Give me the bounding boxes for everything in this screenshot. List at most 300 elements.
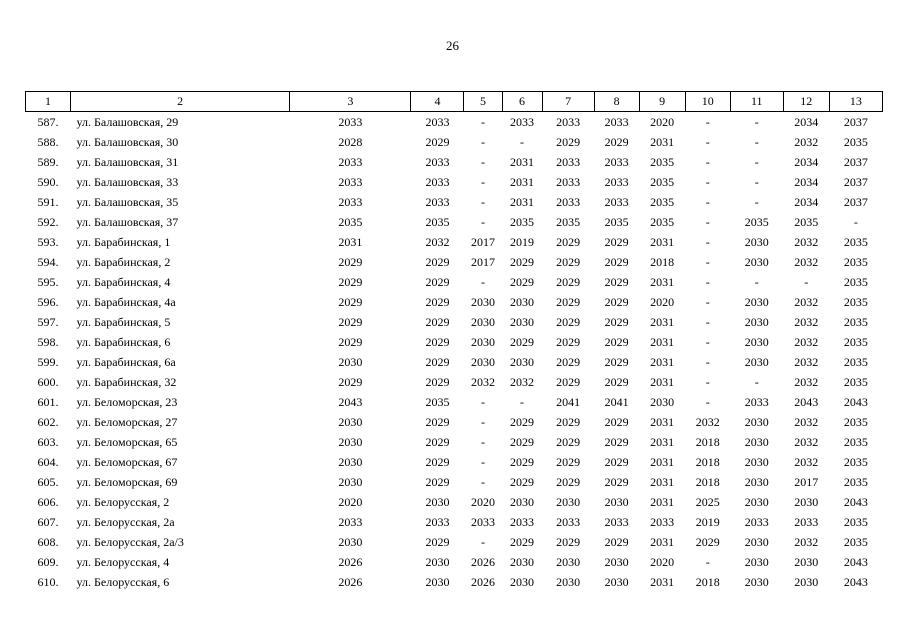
year-cell: 2030	[556, 574, 581, 589]
year-cell: 2029	[510, 434, 535, 449]
year-cell: 2030	[510, 574, 535, 589]
year-cell: 2030	[510, 354, 535, 369]
year-cell: 2032	[794, 434, 819, 449]
column-header: 1	[26, 92, 71, 112]
year-cell: 2029	[556, 334, 581, 349]
table-row	[26, 192, 883, 212]
address-cell: ул. Балашовская, 31	[76, 154, 179, 169]
year-cell: 2032	[794, 454, 819, 469]
row-number-cell: 598.	[37, 334, 59, 349]
year-cell: 2026	[471, 554, 495, 569]
year-cell: 2031	[650, 334, 675, 349]
year-cell: 2030	[425, 574, 450, 589]
year-cell: 2029	[556, 274, 581, 289]
year-cell: -	[705, 134, 710, 149]
year-cell: 2032	[794, 374, 819, 389]
year-cell: -	[481, 274, 485, 289]
year-cell: -	[705, 154, 710, 169]
year-cell: 2019	[695, 514, 720, 529]
year-cell: 2031	[650, 474, 675, 489]
year-cell: 2029	[604, 274, 629, 289]
year-cell: 2037	[843, 154, 868, 169]
year-cell: 2029	[556, 534, 581, 549]
year-cell: 2030	[338, 434, 363, 449]
row-number-cell: 590.	[37, 174, 59, 189]
table-row	[26, 292, 883, 312]
year-cell: 2030	[744, 474, 769, 489]
year-cell: 2026	[471, 574, 495, 589]
year-cell: 2033	[510, 114, 535, 129]
year-cell: 2018	[650, 254, 675, 269]
year-cell: -	[520, 394, 525, 409]
year-cell: 2030	[794, 494, 819, 509]
year-cell: 2018	[695, 474, 720, 489]
year-cell: 2029	[425, 254, 450, 269]
year-cell: 2030	[744, 354, 769, 369]
year-cell: -	[754, 194, 759, 209]
year-cell: 2030	[338, 454, 363, 469]
year-cell: 2030	[744, 334, 769, 349]
table-row	[26, 492, 883, 512]
year-cell: 2029	[338, 334, 363, 349]
year-cell: 2032	[794, 294, 819, 309]
column-header: 2	[71, 92, 290, 112]
year-cell: 2043	[843, 494, 868, 509]
year-cell: 2035	[425, 214, 450, 229]
year-cell: 2030	[744, 574, 769, 589]
year-cell: 2030	[471, 354, 495, 369]
year-cell: 2030	[744, 434, 769, 449]
year-cell: 2035	[843, 374, 868, 389]
year-cell: 2029	[556, 254, 581, 269]
row-number-cell: 600.	[37, 374, 59, 389]
year-cell: 2029	[338, 294, 363, 309]
year-cell: 2030	[604, 554, 629, 569]
year-cell: 2030	[471, 314, 495, 329]
column-header: 5	[464, 92, 502, 112]
year-cell: 2026	[338, 574, 363, 589]
year-cell: 2029	[338, 274, 363, 289]
address-cell: ул. Барабинская, 6	[76, 334, 171, 349]
year-cell: 2035	[510, 214, 535, 229]
year-cell: 2018	[695, 454, 720, 469]
year-cell: 2030	[338, 414, 363, 429]
year-cell: 2029	[425, 374, 450, 389]
year-cell: 2033	[556, 114, 581, 129]
year-cell: 2030	[510, 494, 535, 509]
row-number-cell: 603.	[37, 434, 59, 449]
year-cell: 2030	[604, 494, 629, 509]
year-cell: 2035	[650, 154, 675, 169]
address-cell: ул. Белорусская, 6	[76, 574, 170, 589]
table-row	[26, 152, 883, 172]
year-cell: 2035	[843, 254, 868, 269]
year-cell: -	[754, 114, 759, 129]
year-cell: 2033	[338, 514, 363, 529]
table-row	[26, 132, 883, 152]
year-cell: 2029	[604, 434, 629, 449]
year-cell: 2031	[338, 234, 363, 249]
table-body	[26, 112, 883, 593]
year-cell: 2029	[604, 134, 629, 149]
year-cell: 2034	[794, 174, 819, 189]
year-cell: 2031	[650, 314, 675, 329]
year-cell: 2029	[510, 534, 535, 549]
year-cell: 2033	[425, 174, 450, 189]
address-cell: ул. Балашовская, 30	[76, 134, 179, 149]
year-cell: -	[520, 134, 525, 149]
address-cell: ул. Белорусская, 2а/3	[76, 534, 184, 549]
row-number-cell: 606.	[37, 494, 59, 509]
year-cell: -	[754, 134, 759, 149]
year-cell: 2020	[650, 554, 675, 569]
year-cell: -	[804, 274, 809, 289]
year-cell: 2031	[650, 274, 675, 289]
row-number-cell: 610.	[37, 574, 59, 589]
page-number: 26	[446, 38, 459, 53]
address-cell: ул. Барабинская, 4	[76, 274, 171, 289]
year-cell: 2031	[510, 194, 535, 209]
year-cell: 2033	[650, 514, 675, 529]
year-cell: -	[705, 174, 710, 189]
address-cell: ул. Беломорская, 67	[76, 454, 178, 469]
year-cell: 2029	[510, 414, 535, 429]
year-cell: 2029	[556, 314, 581, 329]
address-cell: ул. Барабинская, 2	[76, 254, 171, 269]
year-cell: 2032	[695, 414, 720, 429]
year-cell: 2029	[425, 274, 450, 289]
year-cell: 2031	[650, 374, 675, 389]
year-cell: 2029	[556, 134, 581, 149]
year-cell: 2033	[604, 154, 629, 169]
year-cell: 2033	[471, 514, 495, 529]
row-number-cell: 605.	[37, 474, 59, 489]
year-cell: 2033	[604, 174, 629, 189]
year-cell: 2035	[843, 454, 868, 469]
table-row	[26, 552, 883, 572]
row-number-cell: 597.	[37, 314, 59, 329]
row-number-cell: 604.	[37, 454, 59, 469]
address-cell: ул. Беломорская, 65	[76, 434, 178, 449]
year-cell: 2017	[471, 234, 495, 249]
row-number-cell: 594.	[37, 254, 59, 269]
year-cell: 2033	[425, 194, 450, 209]
column-header: 3	[290, 92, 411, 112]
year-cell: 2029	[604, 354, 629, 369]
year-cell: 2032	[794, 134, 819, 149]
row-number-cell: 602.	[37, 414, 59, 429]
year-cell: 2029	[556, 294, 581, 309]
year-cell: 2030	[604, 574, 629, 589]
year-cell: 2029	[338, 374, 363, 389]
year-cell: 2029	[338, 254, 363, 269]
year-cell: 2035	[794, 214, 819, 229]
year-cell: 2035	[650, 214, 675, 229]
year-cell: 2029	[556, 374, 581, 389]
row-number-cell: 592.	[37, 214, 59, 229]
year-cell: 2033	[744, 514, 769, 529]
year-cell: 2020	[650, 114, 675, 129]
year-cell: 2030	[744, 294, 769, 309]
year-cell: 2033	[744, 394, 769, 409]
year-cell: 2032	[794, 354, 819, 369]
year-cell: 2030	[744, 534, 769, 549]
year-cell: -	[754, 374, 759, 389]
table-row	[26, 572, 883, 592]
year-cell: 2030	[744, 554, 769, 569]
year-cell: 2017	[794, 474, 819, 489]
year-cell: 2035	[744, 214, 769, 229]
year-cell: -	[481, 194, 485, 209]
year-cell: 2029	[604, 314, 629, 329]
column-header: 10	[685, 92, 730, 112]
table-row	[26, 272, 883, 292]
year-cell: 2030	[338, 354, 363, 369]
year-cell: 2029	[556, 474, 581, 489]
row-number-cell: 596.	[37, 294, 59, 309]
address-cell: ул. Белорусская, 4	[76, 554, 170, 569]
address-cell: ул. Балашовская, 37	[76, 214, 179, 229]
table-row	[26, 232, 883, 252]
year-cell: 2029	[604, 454, 629, 469]
year-cell: 2031	[650, 534, 675, 549]
year-cell: 2029	[556, 354, 581, 369]
row-number-cell: 593.	[37, 234, 59, 249]
year-cell: 2034	[794, 194, 819, 209]
address-cell: ул. Беломорская, 69	[76, 474, 178, 489]
column-header: 8	[594, 92, 639, 112]
year-cell: 2018	[695, 434, 720, 449]
year-cell: 2032	[794, 234, 819, 249]
year-cell: 2035	[843, 314, 868, 329]
year-cell: 2031	[650, 134, 675, 149]
year-cell: 2020	[650, 294, 675, 309]
year-cell: 2030	[556, 554, 581, 569]
year-cell: 2035	[843, 474, 868, 489]
year-cell: -	[705, 394, 710, 409]
year-cell: 2037	[843, 114, 868, 129]
year-cell: 2029	[556, 454, 581, 469]
year-cell: -	[705, 554, 710, 569]
column-header: 11	[730, 92, 783, 112]
row-number-cell: 587.	[37, 114, 59, 129]
year-cell: 2033	[556, 194, 581, 209]
year-cell: 2032	[794, 534, 819, 549]
year-cell: 2034	[794, 154, 819, 169]
year-cell: 2030	[794, 554, 819, 569]
column-header: 6	[502, 92, 542, 112]
year-cell: -	[705, 294, 710, 309]
year-cell: 2030	[744, 314, 769, 329]
year-cell: -	[705, 234, 710, 249]
year-cell: 2035	[556, 214, 581, 229]
header-row	[26, 92, 883, 112]
year-cell: 2029	[510, 254, 535, 269]
year-cell: -	[705, 254, 710, 269]
year-cell: 2029	[556, 414, 581, 429]
column-header: 7	[542, 92, 594, 112]
year-cell: 2029	[604, 234, 629, 249]
year-cell: 2017	[471, 254, 495, 269]
year-cell: 2043	[338, 394, 363, 409]
year-cell: 2033	[604, 514, 629, 529]
year-cell: 2031	[650, 434, 675, 449]
year-cell: -	[705, 214, 710, 229]
year-cell: 2031	[650, 234, 675, 249]
year-cell: 2041	[556, 394, 581, 409]
address-cell: ул. Беломорская, 27	[76, 414, 178, 429]
year-cell: 2035	[843, 414, 868, 429]
year-cell: 2033	[604, 194, 629, 209]
column-header: 13	[829, 92, 882, 112]
year-cell: 2035	[843, 294, 868, 309]
year-cell: -	[481, 534, 485, 549]
year-cell: 2029	[604, 474, 629, 489]
year-cell: 2030	[471, 294, 495, 309]
address-cell: ул. Белорусская, 2а	[76, 514, 175, 529]
address-cell: ул. Балашовская, 29	[76, 114, 179, 129]
year-cell: -	[705, 194, 710, 209]
data-table	[25, 91, 883, 592]
year-cell: 2029	[338, 314, 363, 329]
year-cell: 2030	[425, 554, 450, 569]
table-row	[26, 332, 883, 352]
column-header: 9	[639, 92, 685, 112]
year-cell: 2030	[510, 294, 535, 309]
year-cell: 2035	[843, 534, 868, 549]
year-cell: 2037	[843, 174, 868, 189]
address-cell: ул. Барабинская, 1	[76, 234, 171, 249]
year-cell: 2033	[794, 514, 819, 529]
year-cell: -	[853, 214, 858, 229]
year-cell: -	[705, 374, 710, 389]
year-cell: 2019	[510, 234, 535, 249]
year-cell: 2033	[338, 174, 363, 189]
year-cell: 2043	[843, 554, 868, 569]
year-cell: 2029	[604, 254, 629, 269]
year-cell: 2030	[650, 394, 675, 409]
year-cell: 2030	[744, 454, 769, 469]
year-cell: 2029	[425, 294, 450, 309]
year-cell: 2029	[425, 354, 450, 369]
year-cell: 2032	[471, 374, 495, 389]
year-cell: 2029	[425, 314, 450, 329]
year-cell: 2035	[843, 234, 868, 249]
year-cell: 2032	[425, 234, 450, 249]
year-cell: 2030	[338, 534, 363, 549]
address-cell: ул. Барабинская, 4а	[76, 294, 176, 309]
year-cell: 2033	[556, 154, 581, 169]
table-row	[26, 372, 883, 392]
table-row	[26, 112, 883, 133]
year-cell: 2030	[471, 334, 495, 349]
year-cell: 2031	[650, 494, 675, 509]
year-cell: 2033	[338, 154, 363, 169]
column-header: 12	[783, 92, 829, 112]
year-cell: 2025	[695, 494, 720, 509]
row-number-cell: 588.	[37, 134, 59, 149]
year-cell: -	[705, 354, 710, 369]
year-cell: 2028	[338, 134, 363, 149]
year-cell: 2031	[650, 574, 675, 589]
year-cell: 2029	[510, 274, 535, 289]
year-cell: 2018	[695, 574, 720, 589]
year-cell: 2030	[510, 314, 535, 329]
year-cell: -	[481, 114, 485, 129]
year-cell: 2030	[744, 254, 769, 269]
address-cell: ул. Барабинская, 6а	[76, 354, 176, 369]
year-cell: 2029	[510, 334, 535, 349]
year-cell: 2029	[425, 434, 450, 449]
year-cell: 2034	[794, 114, 819, 129]
year-cell: 2029	[510, 474, 535, 489]
year-cell: 2032	[510, 374, 535, 389]
year-cell: 2030	[744, 414, 769, 429]
year-cell: 2029	[425, 534, 450, 549]
table-row	[26, 212, 883, 232]
year-cell: 2035	[338, 214, 363, 229]
row-number-cell: 601.	[37, 394, 59, 409]
year-cell: 2035	[843, 134, 868, 149]
year-cell: 2029	[425, 414, 450, 429]
year-cell: 2020	[338, 494, 363, 509]
table-row	[26, 172, 883, 192]
year-cell: 2029	[604, 374, 629, 389]
year-cell: 2031	[650, 354, 675, 369]
table-row	[26, 432, 883, 452]
row-number-cell: 607.	[37, 514, 59, 529]
year-cell: 2035	[604, 214, 629, 229]
year-cell: 2030	[510, 554, 535, 569]
year-cell: 2043	[794, 394, 819, 409]
year-cell: 2033	[556, 514, 581, 529]
year-cell: 2032	[794, 334, 819, 349]
year-cell: 2035	[425, 394, 450, 409]
year-cell: 2035	[843, 274, 868, 289]
year-cell: -	[705, 314, 710, 329]
address-cell: ул. Белорусская, 2	[76, 494, 170, 509]
row-number-cell: 599.	[37, 354, 59, 369]
year-cell: -	[481, 214, 485, 229]
year-cell: 2035	[650, 194, 675, 209]
year-cell: 2032	[794, 254, 819, 269]
year-cell: 2030	[556, 494, 581, 509]
address-cell: ул. Беломорская, 23	[76, 394, 178, 409]
year-cell: 2043	[843, 394, 868, 409]
year-cell: 2030	[744, 234, 769, 249]
year-cell: 2029	[604, 534, 629, 549]
row-number-cell: 609.	[37, 554, 59, 569]
year-cell: 2035	[843, 354, 868, 369]
row-number-cell: 595.	[37, 274, 59, 289]
year-cell: -	[754, 274, 759, 289]
year-cell: 2033	[556, 174, 581, 189]
year-cell: 2029	[556, 234, 581, 249]
year-cell: 2029	[604, 294, 629, 309]
column-header: 4	[411, 92, 464, 112]
table-row	[26, 452, 883, 472]
year-cell: -	[481, 154, 485, 169]
year-cell: -	[481, 434, 485, 449]
year-cell: -	[754, 174, 759, 189]
year-cell: -	[705, 114, 710, 129]
year-cell: -	[754, 154, 759, 169]
year-cell: 2029	[425, 454, 450, 469]
year-cell: 2031	[510, 174, 535, 189]
year-cell: -	[481, 134, 485, 149]
row-number-cell: 608.	[37, 534, 59, 549]
year-cell: -	[481, 394, 485, 409]
